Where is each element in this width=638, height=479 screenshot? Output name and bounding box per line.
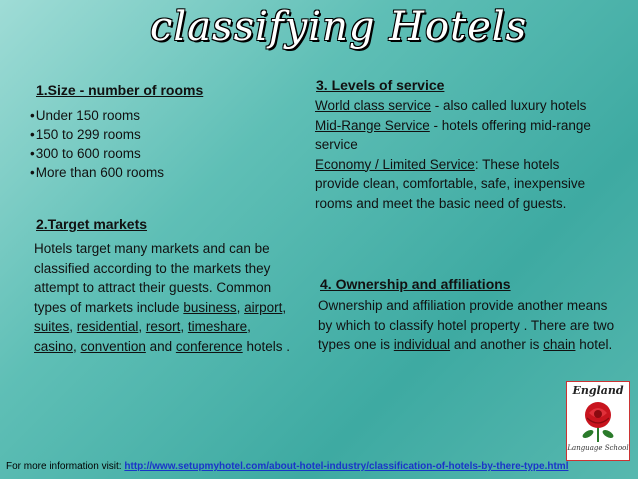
link-convention[interactable]: convention: [80, 338, 146, 354]
link-casino[interactable]: casino: [34, 338, 74, 354]
list-item: • Under 150 rooms: [30, 106, 164, 125]
section4-text: Ownership and affiliation provide another means by which to classify hotel property . There are two types one is individual and another is chain hotel.: [318, 298, 615, 352]
section3-text: World class service - also called luxury hotels Mid-Range Service - hotels offering mid-range service Economy / Limited Service: These hotels provide clean, comfortable, safe, inexpensive rooms and meet the basic need of guests.: [315, 98, 591, 211]
footer: For more information visit: http://www.setupmyhotel.com/about-hotel-industry/classification-of-hotels-by-there-type.html: [6, 461, 569, 472]
link-residential[interactable]: residential: [76, 319, 139, 334]
section2-heading: 2.Target markets: [36, 216, 148, 232]
link-suites[interactable]: suites: [34, 319, 70, 334]
slide-title: classifying Hotels: [150, 4, 528, 50]
room-size-list: [30, 106, 164, 182]
economy-link[interactable]: Economy / Limited Service: [315, 156, 475, 172]
list-item: • 150 to 299 rooms: [30, 125, 164, 144]
logo-subtitle: Language School: [567, 444, 629, 452]
individual-link[interactable]: individual: [393, 337, 451, 352]
list-item: • More than 600 rooms: [30, 163, 164, 182]
link-resort[interactable]: resort: [145, 319, 181, 334]
link-business[interactable]: business: [183, 299, 237, 315]
link-timeshare[interactable]: timeshare: [187, 319, 248, 334]
link-airport[interactable]: airport: [244, 299, 283, 315]
section3-heading: 3. Levels of service: [316, 77, 445, 93]
world-class-link[interactable]: World class service: [315, 98, 432, 113]
section4-heading: 4. Ownership and affiliations: [320, 276, 511, 292]
section2-text: Hotels target many markets and can be classified according to the markets they attempt to attract their guests. Common types of markets include business, airport, suites, residential, resort, timeshare, casino, convention and conference hotels .: [34, 241, 290, 354]
england-school-logo: [566, 381, 630, 461]
section1-heading: 1.Size - number of rooms: [36, 82, 204, 98]
footer-url-link[interactable]: http://www.setupmyhotel.com/about-hotel-industry/classification-of-hotels-by-there-type.html: [124, 461, 569, 472]
rose-icon: [575, 398, 621, 444]
mid-range-link[interactable]: Mid-Range Service: [315, 117, 430, 133]
list-item: • 300 to 600 rooms: [30, 144, 164, 163]
chain-link[interactable]: chain: [543, 337, 576, 352]
link-conference[interactable]: conference: [175, 338, 243, 354]
logo-title: England: [572, 384, 624, 397]
